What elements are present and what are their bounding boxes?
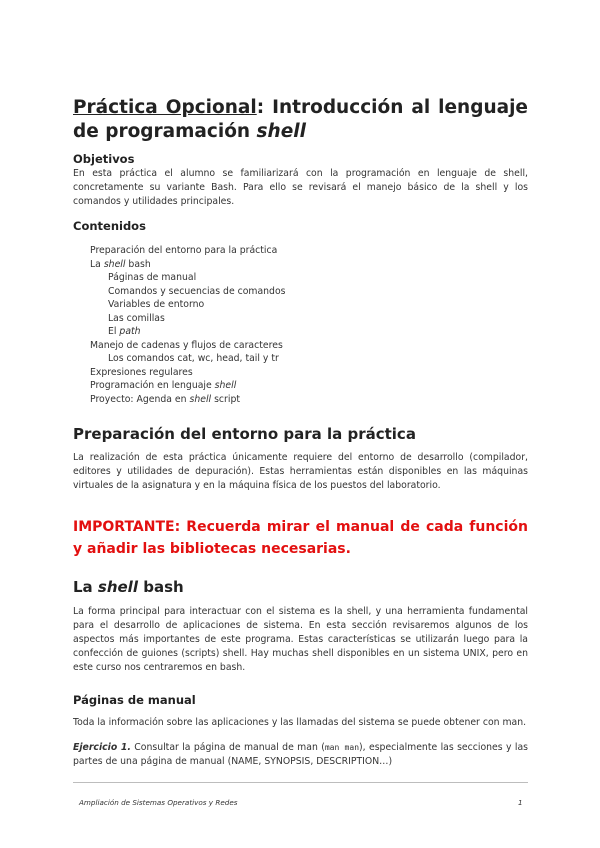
code-man-man: man man	[324, 743, 360, 752]
contenidos-heading: Contenidos	[73, 219, 146, 233]
title-rest: Introducción al lenguaje de programación	[73, 97, 528, 142]
footer-page-number: 1	[518, 798, 523, 807]
preparacion-text: La realización de esta práctica únicamente requiere del entorno de desarrollo (compilador, editores y utilidades de depuración). Estas herramientas están disponibles en las máquinas virtuales de la asignatura y en la máquina física de los puestos del laboratorio.	[73, 452, 528, 491]
footer-divider	[73, 782, 528, 783]
title-underlined: Práctica Opcional	[73, 97, 257, 118]
title-italic: shell	[256, 121, 306, 142]
page-title	[73, 96, 528, 144]
toc-item: La shell bash	[90, 258, 151, 270]
preparacion-heading: Preparación del entorno para la práctica	[73, 425, 416, 443]
objetivos-heading: Objetivos	[73, 152, 135, 166]
toc-subitem: El path	[108, 326, 141, 337]
footer-course-name: Ampliación de Sistemas Operativos y Redes	[79, 798, 238, 807]
toc-subitem: Comandos y secuencias de comandos	[108, 285, 286, 297]
objetivos-text: En esta práctica el alumno se familiarizará con la programación en lenguaje de shell, concretamente su variante Bash. Para ello se revisará el manejo básico de la shell y los comandos y utilidades principales.	[73, 168, 528, 207]
table-of-contents	[90, 244, 286, 406]
toc-item: Preparación del entorno para la práctica	[90, 245, 278, 256]
toc-subitem: Variables de entorno	[108, 299, 205, 310]
toc-subitem: Las comillas	[108, 312, 165, 324]
exercise-label: Ejercicio 1.	[73, 742, 131, 753]
shell-text: La forma principal para interactuar con el sistema es la shell, y una herramienta fundamental para el desarrollo de aplicaciones de sistema. En esta sección revisaremos algunos de los aspectos más importantes de este programa. Estas características se utilizarán luego para la confección de guiones (scripts) shell. Hay muchas shell disponibles en un sistema UNIX, pero en este curso nos centraremos en bash.	[73, 606, 528, 673]
toc-item: Expresiones regulares	[90, 366, 193, 378]
paginas-heading: Páginas de manual	[73, 693, 196, 707]
title-colon: :	[256, 97, 265, 118]
shell-heading: La shell bash	[73, 578, 184, 596]
toc-subitem: Páginas de manual	[108, 272, 197, 283]
toc-item: Proyecto: Agenda en shell script	[90, 393, 240, 405]
important-notice: IMPORTANTE: Recuerda mirar el manual de cada función y añadir las bibliotecas necesarias.	[73, 519, 528, 557]
toc-item: Manejo de cadenas y flujos de caracteres	[90, 339, 283, 351]
exercise-1: Ejercicio 1. Consultar la página de manual de man (man man), especialmente las secciones y las partes de una página de manual (NAME, SYNOPSIS, DESCRIPTION…)	[73, 742, 529, 767]
toc-item: Programación en lenguaje shell	[90, 380, 237, 391]
toc-subitem: Los comandos cat, wc, head, tail y tr	[108, 353, 279, 364]
paginas-text: Toda la información sobre las aplicaciones y las llamadas del sistema se puede obtener con man.	[73, 717, 527, 728]
